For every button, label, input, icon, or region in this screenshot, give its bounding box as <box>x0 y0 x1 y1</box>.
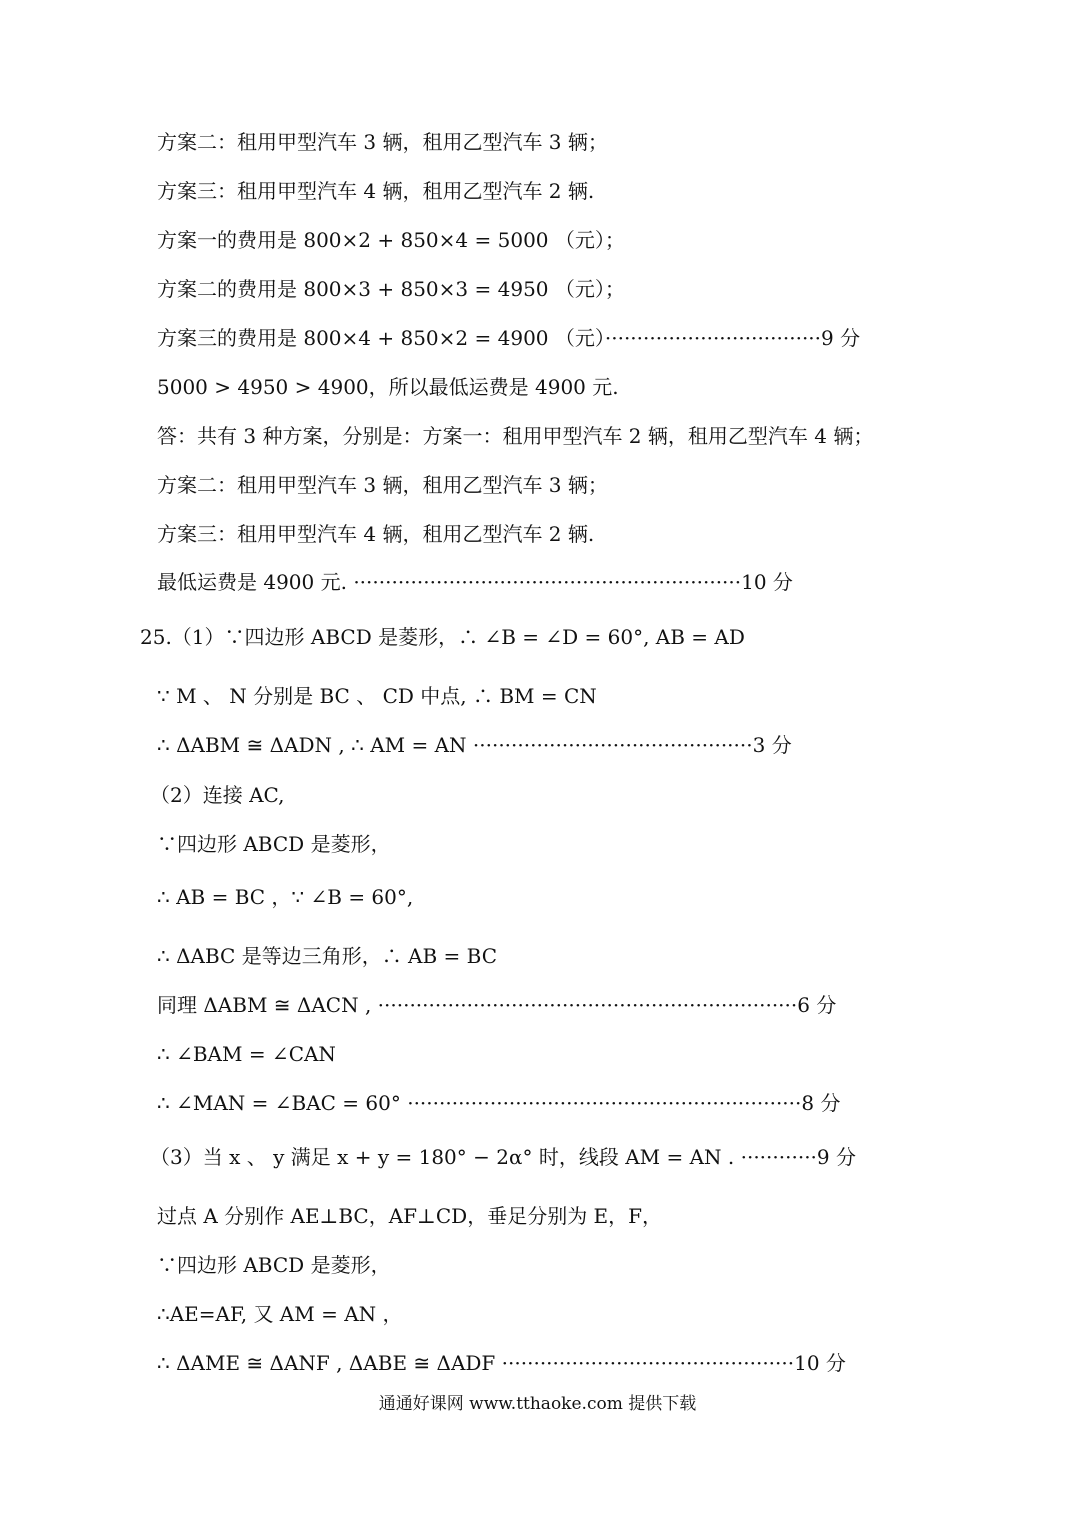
text-line: ∴ AB = BC ，∵ ∠B = 60°, <box>157 885 414 909</box>
text-line: 答：共有 3 种方案，分别是：方案一：租用甲型汽车 2 辆，租用乙型汽车 4 辆； <box>157 424 874 448</box>
text-line: ∴AE=AF, 又 AM = AN ， <box>157 1302 403 1326</box>
text-line: ∴ ∠BAM = ∠CAN <box>157 1042 336 1066</box>
text-line: ∴ ΔAME ≅ ΔANF , ΔABE ≅ ΔADF ··············································10 分 <box>157 1351 846 1375</box>
text-line: （2）连接 AC, <box>150 783 285 807</box>
text-line: ∵四边形 ABCD 是菱形， <box>157 832 391 856</box>
text-line: 方案三：租用甲型汽车 4 辆，租用乙型汽车 2 辆. <box>157 179 595 203</box>
text-line: 方案二：租用甲型汽车 3 辆，租用乙型汽车 3 辆； <box>157 130 608 154</box>
text-line: 同理 ΔABM ≅ ΔACN , ··································································6 分 <box>157 993 837 1017</box>
text-line: 方案二的费用是 800×3 + 850×3 = 4950 （元）； <box>157 277 625 301</box>
text-line: 方案一的费用是 800×2 + 850×4 = 5000 （元）； <box>157 228 625 252</box>
text-line: ∵四边形 ABCD 是菱形， <box>157 1253 391 1277</box>
text-line: 最低运费是 4900 元. ·····························································10 分 <box>157 570 793 594</box>
text-line: 方案三的费用是 800×4 + 850×2 = 4900 （元）··································9 分 <box>157 326 861 350</box>
page-footer: 通通好课网 www.tthaoke.com 提供下载 <box>378 1394 697 1414</box>
text-line: （3）当 x 、 y 满足 x + y = 180° − 2α° 时，线段 AM = AN . ············9 分 <box>150 1145 856 1169</box>
text-line: 方案二：租用甲型汽车 3 辆，租用乙型汽车 3 辆； <box>157 473 608 497</box>
text-line: ∴ ΔABC 是等边三角形，∴ AB = BC <box>157 944 498 968</box>
text-line: ∵ M 、 N 分别是 BC 、 CD 中点, ∴ BM = CN <box>157 684 597 708</box>
text-line: ∴ ∠MAN = ∠BAC = 60° ······························································8 分 <box>157 1091 841 1115</box>
text-line: 过点 A 分别作 AE⊥BC，AF⊥CD，垂足分别为 E，F， <box>157 1204 663 1228</box>
text-line: 方案三：租用甲型汽车 4 辆，租用乙型汽车 2 辆. <box>157 522 595 546</box>
text-line: 5000 > 4950 > 4900，所以最低运费是 4900 元. <box>157 375 619 399</box>
question-25-heading: 25.（1）∵四边形 ABCD 是菱形，∴ ∠B = ∠D = 60°, AB = AD <box>140 625 745 649</box>
text-line: ∴ ΔABM ≅ ΔADN , ∴ AM = AN ············································3 分 <box>157 733 792 757</box>
